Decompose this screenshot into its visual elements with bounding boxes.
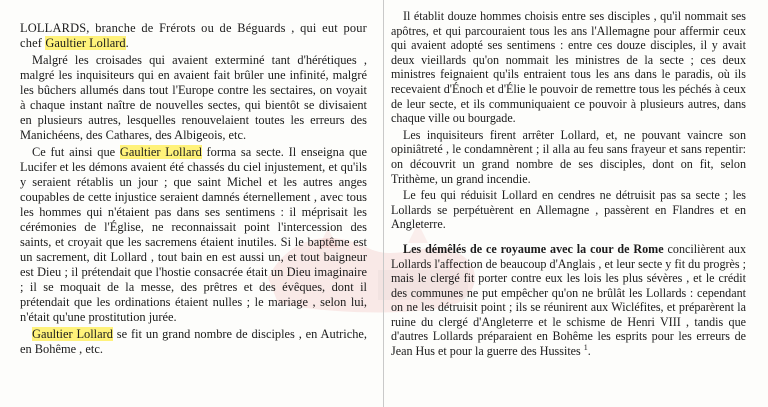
demeles-end: . bbox=[587, 344, 591, 359]
left-column bbox=[20, 21, 367, 359]
highlighted-name: Gaultier Lollard bbox=[45, 36, 126, 50]
column-divider bbox=[383, 0, 384, 407]
paragraph-lollards-intro bbox=[20, 21, 367, 51]
paragraph-secte bbox=[20, 145, 367, 325]
paragraph-inquisiteurs: Les inquisiteurs firent arrêter Lollard, et, ne pouvant vaincre son opiniâtreté , le condamnèrent ; il alla au feu sans frayeur et sans repentir: on découvrit un grand nombre de ses disciples, dont on fit, selon Trithème, un grand incendie. bbox=[391, 127, 746, 186]
paragraph-feu: Le feu qui réduisit Lollard en cendres ne détruisit pas sa secte ; les Lollards se perpétuèrent en Allemagne , passèrent en Flandres et en Angleterre. bbox=[391, 188, 746, 232]
intro-tail: . bbox=[125, 36, 129, 50]
paragraph-disciples bbox=[20, 327, 367, 357]
footnote-marker[interactable]: 1 bbox=[583, 343, 588, 353]
highlighted-name: Gaultier Lollard bbox=[32, 327, 113, 341]
paragraph-gap bbox=[391, 234, 746, 242]
disciples-text: se fit un grand nombre de disciples , en Autriche, en Bohême , etc. bbox=[20, 327, 367, 356]
right-column bbox=[391, 9, 746, 361]
secte-head: Ce fut ainsi que bbox=[32, 145, 120, 159]
demeles-body: concilièrent aux Lollards l'affection de beaucoup d'Anglais , et leur secte y fit du progrès ; mais le clergé fit porter contre eux les lois les plus sévères , et le crédit des communes ne put empêcher qu'on ne brûlât les Lollards : cependant on ne les détruisit point ; ils se réunirent aux Wicléfites, et préparèrent la ruine du clergé d'Angleterre et le schisme de Henri VIII , tandis que d'autres Lollards préparaient en Bohême les esprits pour les erreurs de Jean Hus et pour la guerre des Hussites bbox=[391, 241, 747, 359]
highlighted-name: Gaultier Lollard bbox=[119, 145, 202, 159]
intro-text: LOLLARDS, branche de Frérots ou de Béguards , qui eut pour chef bbox=[20, 21, 367, 50]
demeles-lead: Les démêlés de ce royaume avec la cour de Rome bbox=[403, 241, 664, 256]
paragraph-apotres: Il établit douze hommes choisis entre ses disciples , qu'il nommait ses apôtres, et qui parcouraient tous les ans l'Allemagne pour affermir ceux qui avaient adopté ses sentimens : entre ces douze disciples, il y avait deux vieillards qu'on nommait les ministres de la secte ; ces deux ministres feignaient qu'ils entraient tous les ans dans le paradis, où ils recevaient d'Énoch et d'Élie le pouvoir de remettre tous les péchés à ceux de leur secte, et ils communiquaient ce pouvoir à plusieurs autres, dans chaque ville ou bourgade. bbox=[391, 9, 746, 126]
paragraph-croisades: Malgré les croisades qui avaient exterminé tant d'hérétiques , malgré les inquisiteurs qui en avaient fait brûler une infinité, malgré les bûchers allumés dans tout l'Europe contre les sectaires, on voyait à chaque instant naître de nouvelles sectes, qui bientôt se divisaient en plusieurs autres, lesquelles renouvelaient toutes les erreurs des Manichéens, des Cathares, des Albigeois, etc. bbox=[20, 53, 367, 142]
paragraph-demeles bbox=[391, 242, 746, 359]
secte-body: forma sa secte. Il enseigna que Lucifer et les démons avaient été chassés du ciel injustement, et qu'ils y seraient rétablis un jour ; que saint Michel et les autres anges coupables de cette injustice seraient damnés éternellement , avec tous les hommes qui n'étaient pas dans ses sentimens : il méprisait les cérémonies de l'Église, ne reconnaissait point l'intercession des saints, et croyait que les sacremens étaient inutiles. Si le baptême est un sacrement, dit Lollard , tout bain en est aussi un, et tout baigneur est Dieu ; il prétendait que l'hostie consacrée était un Dieu imaginaire ; il se moquait de la messe, des prêtres et des évêques, dont il prétendait que les ordinations étaient nulles ; le mariage , selon lui, n'était qu'une prostitution jurée. bbox=[20, 145, 367, 324]
